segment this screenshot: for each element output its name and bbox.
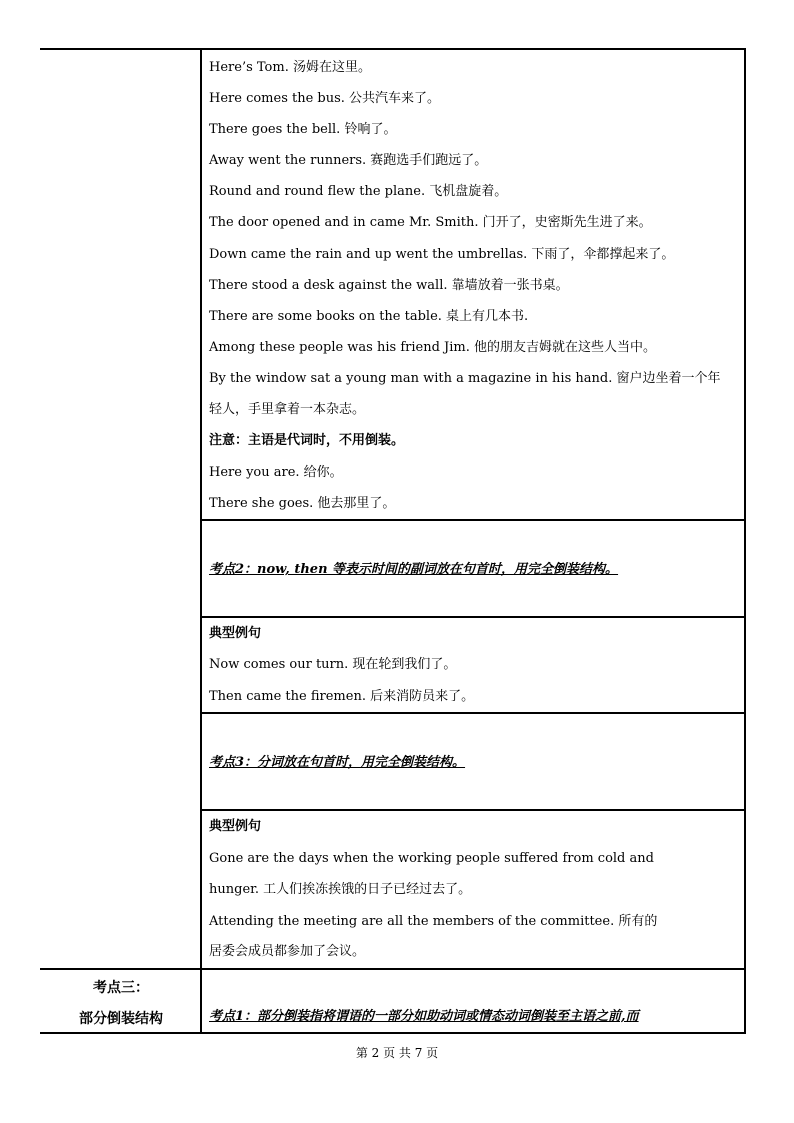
example-sentence: There goes the bell. 铃响了。 xyxy=(209,122,397,137)
page-footer: 第 2 页 共 7 页 xyxy=(355,1046,439,1060)
example-sentence: There are some books on the table. 桌上有几本书. xyxy=(209,309,529,324)
example-sentence: Among these people was his friend Jim. 他的朋友吉姆就在这些人当中。 xyxy=(209,340,656,355)
row-divider xyxy=(200,616,746,618)
note-heading: 注意：主语是代词时，不用倒装。 xyxy=(209,433,405,448)
example-sentence: Round and round flew the plane. 飞机盘旋着。 xyxy=(209,184,508,199)
section-label: 部分倒装结构 xyxy=(79,1011,163,1027)
section-label: 考点三： xyxy=(93,980,149,996)
example-sentence: Then came the firemen. 后来消防员来了。 xyxy=(209,689,475,704)
example-sentence: Down came the rain and up went the umbrellas. 下雨了，伞都撑起来了。 xyxy=(209,247,675,262)
row-divider xyxy=(200,712,746,714)
example-sentence: Attending the meeting are all the members of the committee. 所有的 xyxy=(209,914,658,929)
kaodian-title: 考点3：分词放在句首时，用完全倒装结构。 xyxy=(209,755,466,770)
example-sentence: Here’s Tom. 汤姆在这里。 xyxy=(209,60,371,75)
example-sentence: There stood a desk against the wall. 靠墙放着一张书桌。 xyxy=(209,278,569,293)
kaodian-title: 考点1：部分倒装指将谓语的一部分如助动词或情态动词倒装至主语之前,而 xyxy=(209,1009,639,1024)
example-sentence: hunger. 工人们挨冻挨饿的日子已经过去了。 xyxy=(209,882,472,897)
row-divider xyxy=(200,809,746,811)
example-sentence: There she goes. 他去那里了。 xyxy=(209,496,396,511)
example-sentence: 居委会成员都参加了会议。 xyxy=(209,944,366,959)
example-heading: 典型例句 xyxy=(209,819,262,834)
example-sentence: 轻人，手里拿着一本杂志。 xyxy=(209,402,366,417)
example-sentence: Now comes our turn. 现在轮到我们了。 xyxy=(209,657,457,672)
example-sentence: Here comes the bus. 公共汽车来了。 xyxy=(209,91,441,106)
example-sentence: Here you are. 给你。 xyxy=(209,465,343,480)
column-divider xyxy=(200,48,202,1034)
example-sentence: The door opened and in came Mr. Smith. 门开了，史密斯先生进了来。 xyxy=(209,215,652,230)
example-sentence: Away went the runners. 赛跑选手们跑远了。 xyxy=(209,153,488,168)
row-divider xyxy=(200,519,746,521)
example-sentence: Gone are the days when the working people suffered from cold and xyxy=(209,851,654,866)
kaodian-title: 考点2：now, then 等表示时间的副词放在句首时，用完全倒装结构。 xyxy=(209,562,619,577)
example-sentence: By the window sat a young man with a magazine in his hand. 窗户边坐着一个年 xyxy=(209,371,721,386)
row-divider-full xyxy=(40,968,746,970)
example-heading: 典型例句 xyxy=(209,626,262,641)
